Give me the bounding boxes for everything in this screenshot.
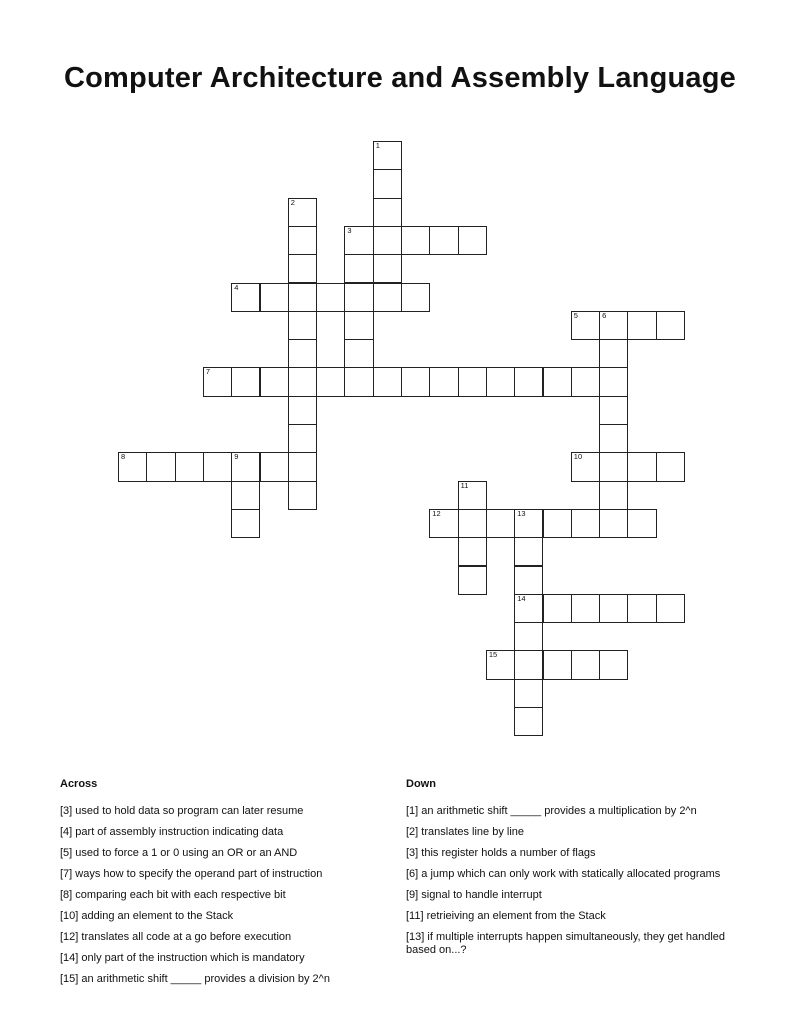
grid-cell[interactable] bbox=[514, 537, 543, 566]
across-clue bbox=[60, 847, 390, 860]
grid-cell[interactable] bbox=[373, 141, 402, 170]
clue-number-label: 15 bbox=[488, 650, 498, 660]
grid-cell[interactable] bbox=[656, 452, 685, 481]
clue-number-label: 14 bbox=[517, 593, 526, 603]
across-clue bbox=[60, 910, 390, 923]
clue-text: translates all code at a go before execution bbox=[81, 931, 292, 943]
grid-cell[interactable] bbox=[260, 283, 289, 312]
across-clue bbox=[60, 973, 390, 986]
across-clue bbox=[60, 826, 390, 839]
grid-cell[interactable] bbox=[401, 226, 430, 255]
clue-number-label: 11 bbox=[460, 480, 469, 490]
grid-cell[interactable] bbox=[627, 594, 656, 623]
grid-cell[interactable] bbox=[656, 594, 685, 623]
clue-text: translates line by line bbox=[421, 826, 525, 838]
clue-number-label: 10 bbox=[573, 452, 583, 462]
grid-cell[interactable] bbox=[599, 509, 628, 538]
grid-cell[interactable] bbox=[344, 283, 373, 312]
grid-cell[interactable] bbox=[458, 566, 487, 595]
grid-cell[interactable] bbox=[344, 311, 373, 340]
grid-cell[interactable] bbox=[231, 509, 260, 538]
clue-text: ways how to specify the operand part of instruction bbox=[75, 868, 323, 880]
grid-cell[interactable] bbox=[231, 283, 260, 312]
grid-cell[interactable] bbox=[373, 169, 402, 198]
clue-number: [1] bbox=[406, 805, 419, 817]
clue-text: signal to handle interrupt bbox=[421, 889, 542, 901]
grid-cell[interactable] bbox=[373, 254, 402, 283]
clue-number-label: 2 bbox=[290, 197, 295, 207]
grid-cell[interactable] bbox=[514, 707, 543, 736]
down-clue bbox=[406, 931, 746, 957]
grid-cell[interactable] bbox=[514, 509, 543, 538]
across-clue bbox=[60, 889, 390, 902]
grid-cell[interactable] bbox=[373, 226, 402, 255]
clue-text: used to force a 1 or 0 using an OR or an AND bbox=[75, 847, 298, 859]
grid-cell[interactable] bbox=[288, 226, 317, 255]
grid-cell[interactable] bbox=[627, 311, 656, 340]
grid-cell[interactable] bbox=[401, 367, 430, 396]
grid-cell[interactable] bbox=[203, 367, 232, 396]
grid-cell[interactable] bbox=[514, 566, 543, 595]
grid-cell[interactable] bbox=[599, 396, 628, 425]
grid-cell[interactable] bbox=[373, 283, 402, 312]
clue-number-label: 7 bbox=[205, 367, 211, 377]
grid-cell[interactable] bbox=[146, 452, 175, 481]
clue-text: this register holds a number of flags bbox=[421, 847, 596, 859]
clue-text: part of assembly instruction indicating data bbox=[75, 826, 284, 838]
grid-cell[interactable] bbox=[288, 311, 317, 340]
across-clue bbox=[60, 952, 390, 965]
clue-number: [13] bbox=[406, 931, 425, 943]
grid-cell[interactable] bbox=[231, 452, 260, 481]
grid-cell[interactable] bbox=[514, 367, 543, 396]
clue-number: [14] bbox=[60, 952, 79, 964]
clue-text: only part of the instruction which is mandatory bbox=[81, 952, 305, 964]
grid-cell[interactable] bbox=[316, 367, 345, 396]
grid-cell[interactable] bbox=[514, 679, 543, 708]
grid-cell[interactable] bbox=[288, 254, 317, 283]
grid-cell[interactable] bbox=[260, 452, 289, 481]
grid-cell[interactable] bbox=[599, 452, 628, 481]
clue-number: [9] bbox=[406, 889, 419, 901]
grid-cell[interactable] bbox=[599, 650, 628, 679]
grid-cell[interactable] bbox=[514, 622, 543, 651]
grid-cell[interactable] bbox=[627, 509, 656, 538]
clue-number: [15] bbox=[60, 973, 79, 985]
grid-cell[interactable] bbox=[373, 198, 402, 227]
down-clue bbox=[406, 910, 746, 923]
grid-cell[interactable] bbox=[288, 198, 317, 227]
clue-number: [11] bbox=[406, 910, 424, 922]
grid-cell[interactable] bbox=[429, 509, 458, 538]
grid-cell[interactable] bbox=[203, 452, 232, 481]
grid-cell[interactable] bbox=[514, 594, 543, 623]
grid-cell[interactable] bbox=[656, 311, 685, 340]
grid-cell[interactable] bbox=[401, 283, 430, 312]
clue-number: [3] bbox=[406, 847, 419, 859]
grid-cell[interactable] bbox=[599, 367, 628, 396]
grid-cell[interactable] bbox=[543, 650, 572, 679]
down-clue bbox=[406, 805, 746, 818]
grid-cell[interactable] bbox=[599, 481, 628, 510]
grid-cell[interactable] bbox=[543, 367, 572, 396]
grid-cell[interactable] bbox=[288, 424, 317, 453]
grid-cell[interactable] bbox=[288, 481, 317, 510]
clue-text: comparing each bit with each respective bit bbox=[75, 889, 286, 901]
clue-number-label: 5 bbox=[573, 310, 578, 320]
across-clue bbox=[60, 868, 390, 881]
grid-cell[interactable] bbox=[486, 650, 515, 679]
grid-cell[interactable] bbox=[118, 452, 147, 481]
grid-cell[interactable] bbox=[231, 367, 260, 396]
grid-cell[interactable] bbox=[486, 367, 515, 396]
clue-number: [8] bbox=[60, 889, 73, 901]
grid-cell[interactable] bbox=[514, 650, 543, 679]
clue-text: a jump which can only work with statically allocated programs bbox=[421, 868, 721, 880]
grid-cell[interactable] bbox=[288, 396, 317, 425]
grid-cell[interactable] bbox=[599, 311, 628, 340]
clue-number: [10] bbox=[60, 910, 79, 922]
clue-number-label: 1 bbox=[375, 141, 380, 150]
clue-text: an arithmetic shift _____ provides a division by 2^n bbox=[81, 973, 330, 985]
grid-cell[interactable] bbox=[288, 452, 317, 481]
grid-cell[interactable] bbox=[543, 509, 572, 538]
clue-number-label: 9 bbox=[234, 452, 239, 462]
down-clue bbox=[406, 868, 746, 881]
down-heading: Down bbox=[406, 778, 436, 790]
grid-cell[interactable] bbox=[260, 367, 289, 396]
grid-cell[interactable] bbox=[288, 367, 317, 396]
clue-number: [2] bbox=[406, 826, 419, 838]
clue-text: retrieiving an element from the Stack bbox=[426, 910, 606, 922]
clue-text: used to hold data so program can later resume bbox=[75, 805, 304, 817]
clue-number-label: 8 bbox=[121, 452, 126, 462]
down-clue-list bbox=[406, 805, 746, 965]
grid-cell[interactable] bbox=[288, 339, 317, 368]
grid-cell[interactable] bbox=[288, 283, 317, 312]
grid-cell[interactable] bbox=[571, 367, 600, 396]
clue-text: if multiple interrupts happen simultaneously, they get handled based on...? bbox=[406, 931, 726, 956]
grid-cell[interactable] bbox=[599, 594, 628, 623]
down-clue bbox=[406, 847, 746, 860]
grid-cell[interactable] bbox=[373, 367, 402, 396]
clue-number: [3] bbox=[60, 805, 73, 817]
clue-number-label: 13 bbox=[517, 508, 526, 518]
grid-cell[interactable] bbox=[344, 339, 373, 368]
clue-text: an arithmetic shift _____ provides a multiplication by 2^n bbox=[421, 805, 697, 817]
grid-cell[interactable] bbox=[429, 226, 458, 255]
grid-cell[interactable] bbox=[486, 509, 515, 538]
grid-cell[interactable] bbox=[429, 367, 458, 396]
grid-cell[interactable] bbox=[627, 452, 656, 481]
grid-cell[interactable] bbox=[571, 650, 600, 679]
grid-cell[interactable] bbox=[344, 254, 373, 283]
grid-cell[interactable] bbox=[571, 594, 600, 623]
grid-cell[interactable] bbox=[458, 509, 487, 538]
grid-cell[interactable] bbox=[599, 424, 628, 453]
across-clue bbox=[60, 805, 390, 818]
grid-cell[interactable] bbox=[599, 339, 628, 368]
clue-number-label: 3 bbox=[347, 225, 352, 235]
grid-cell[interactable] bbox=[571, 452, 600, 481]
grid-cell[interactable] bbox=[175, 452, 204, 481]
grid-cell[interactable] bbox=[344, 367, 373, 396]
clue-number: [4] bbox=[60, 826, 73, 838]
across-clue bbox=[60, 931, 390, 944]
grid-cell[interactable] bbox=[458, 226, 487, 255]
clue-number-label: 4 bbox=[234, 282, 239, 292]
grid-cell[interactable] bbox=[231, 481, 260, 510]
grid-cell[interactable] bbox=[344, 226, 373, 255]
grid-cell[interactable] bbox=[543, 594, 572, 623]
grid-cell[interactable] bbox=[571, 311, 600, 340]
across-clue-list bbox=[60, 805, 390, 994]
clue-text: adding an element to the Stack bbox=[81, 910, 234, 922]
clue-number-label: 6 bbox=[602, 310, 607, 320]
grid-cell[interactable] bbox=[571, 509, 600, 538]
down-clue bbox=[406, 889, 746, 902]
down-clue bbox=[406, 826, 746, 839]
clue-number: [7] bbox=[60, 868, 73, 880]
clue-number: [12] bbox=[60, 931, 79, 943]
clue-number: [5] bbox=[60, 847, 73, 859]
page-title: Computer Architecture and Assembly Language bbox=[64, 62, 736, 94]
grid-cell[interactable] bbox=[458, 481, 487, 510]
across-heading: Across bbox=[60, 778, 98, 790]
clue-number: [6] bbox=[406, 868, 419, 880]
grid-cell[interactable] bbox=[316, 283, 345, 312]
clue-number-label: 12 bbox=[432, 508, 441, 518]
grid-cell[interactable] bbox=[458, 367, 487, 396]
grid-cell[interactable] bbox=[458, 537, 487, 566]
